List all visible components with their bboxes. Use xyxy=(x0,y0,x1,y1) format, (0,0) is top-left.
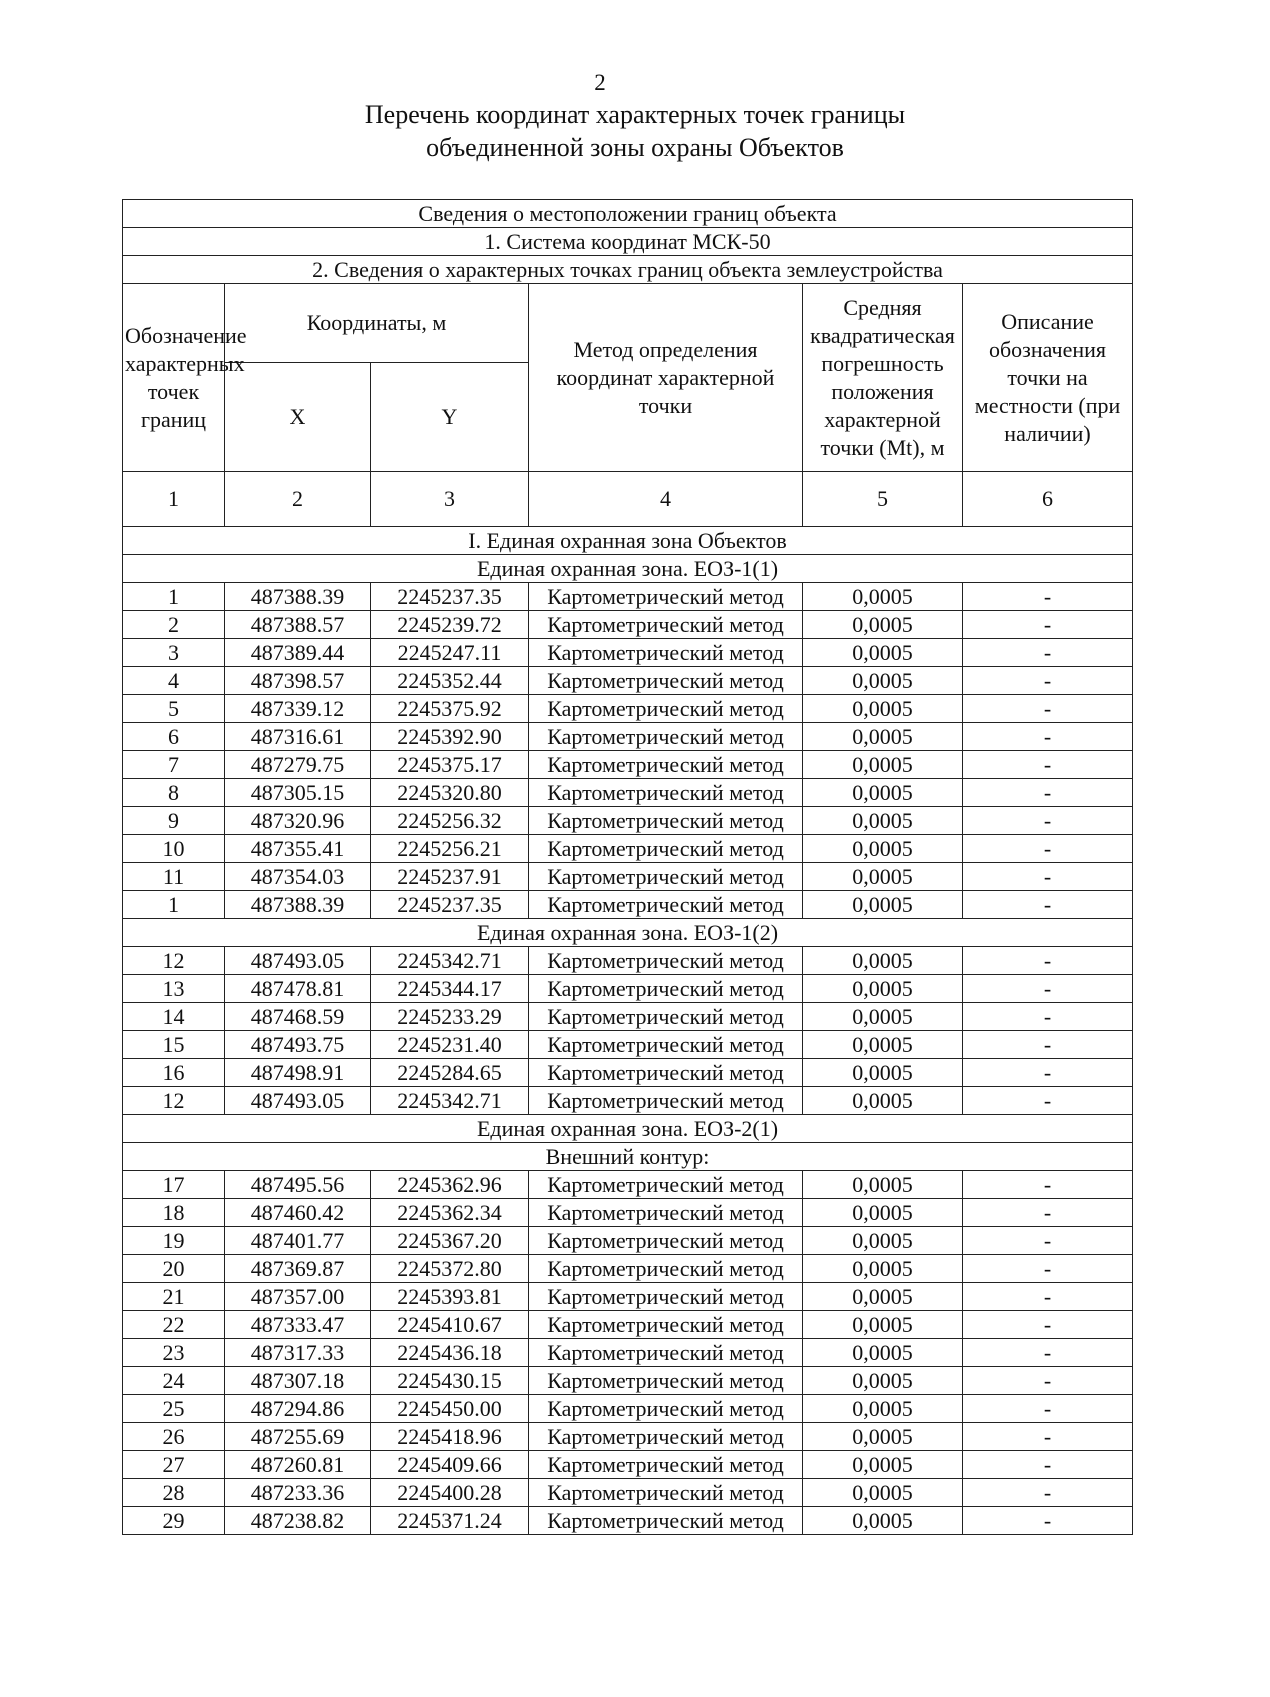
cell-point-number: 26 xyxy=(123,1423,225,1451)
cell-error: 0,0005 xyxy=(803,1087,963,1115)
cell-point-number: 21 xyxy=(123,1283,225,1311)
cell-y: 2245239.72 xyxy=(371,611,529,639)
cell-method: Картометрический метод xyxy=(529,583,803,611)
table-row xyxy=(123,779,1133,807)
cell-method: Картометрический метод xyxy=(529,1227,803,1255)
col-header-point: Обозначение характерных точек границ xyxy=(123,284,225,472)
cell-y: 2245233.29 xyxy=(371,1003,529,1031)
cell-x: 487401.77 xyxy=(225,1227,371,1255)
cell-y: 2245409.66 xyxy=(371,1451,529,1479)
cell-y: 2245375.92 xyxy=(371,695,529,723)
cell-x: 487316.61 xyxy=(225,723,371,751)
cell-point-number: 15 xyxy=(123,1031,225,1059)
cell-error: 0,0005 xyxy=(803,1059,963,1087)
table-row xyxy=(123,1255,1133,1283)
cell-description: - xyxy=(963,1003,1133,1031)
table-row xyxy=(123,611,1133,639)
cell-point-number: 1 xyxy=(123,583,225,611)
cell-point-number: 14 xyxy=(123,1003,225,1031)
cell-y: 2245237.35 xyxy=(371,891,529,919)
section-title: I. Единая охранная зона Объектов xyxy=(123,527,1133,555)
cell-description: - xyxy=(963,1451,1133,1479)
cell-y: 2245367.20 xyxy=(371,1227,529,1255)
cell-method: Картометрический метод xyxy=(529,807,803,835)
cell-error: 0,0005 xyxy=(803,1423,963,1451)
cell-description: - xyxy=(963,975,1133,1003)
cell-point-number: 12 xyxy=(123,947,225,975)
cell-y: 2245231.40 xyxy=(371,1031,529,1059)
cell-x: 487339.12 xyxy=(225,695,371,723)
cell-point-number: 6 xyxy=(123,723,225,751)
cell-error: 0,0005 xyxy=(803,779,963,807)
cell-method: Картометрический метод xyxy=(529,1283,803,1311)
table-row xyxy=(123,891,1133,919)
col-header-description: Описание обозначения точки на местности (при наличии) xyxy=(963,284,1133,472)
cell-y: 2245393.81 xyxy=(371,1283,529,1311)
cell-method: Картометрический метод xyxy=(529,723,803,751)
table-row xyxy=(123,751,1133,779)
cell-point-number: 19 xyxy=(123,1227,225,1255)
cell-point-number: 16 xyxy=(123,1059,225,1087)
cell-method: Картометрический метод xyxy=(529,695,803,723)
cell-description: - xyxy=(963,611,1133,639)
cell-x: 487493.75 xyxy=(225,1031,371,1059)
cell-description: - xyxy=(963,1311,1133,1339)
table-row xyxy=(123,1283,1133,1311)
cell-error: 0,0005 xyxy=(803,1395,963,1423)
cell-x: 487333.47 xyxy=(225,1311,371,1339)
table-row xyxy=(123,1395,1133,1423)
cell-method: Картометрический метод xyxy=(529,947,803,975)
table-row xyxy=(123,835,1133,863)
cell-x: 487493.05 xyxy=(225,947,371,975)
cell-point-number: 23 xyxy=(123,1339,225,1367)
cell-method: Картометрический метод xyxy=(529,779,803,807)
cell-x: 487388.39 xyxy=(225,583,371,611)
cell-y: 2245450.00 xyxy=(371,1395,529,1423)
cell-error: 0,0005 xyxy=(803,751,963,779)
table-row xyxy=(123,723,1133,751)
cell-y: 2245237.91 xyxy=(371,863,529,891)
cell-x: 487398.57 xyxy=(225,667,371,695)
cell-method: Картометрический метод xyxy=(529,1087,803,1115)
cell-error: 0,0005 xyxy=(803,1255,963,1283)
cell-description: - xyxy=(963,1227,1133,1255)
cell-x: 487307.18 xyxy=(225,1367,371,1395)
cell-x: 487389.44 xyxy=(225,639,371,667)
cell-method: Картометрический метод xyxy=(529,611,803,639)
cell-error: 0,0005 xyxy=(803,1339,963,1367)
table-row xyxy=(123,1031,1133,1059)
cell-y: 2245362.96 xyxy=(371,1171,529,1199)
cell-x: 487355.41 xyxy=(225,835,371,863)
col-number-3: 3 xyxy=(371,472,529,527)
cell-method: Картометрический метод xyxy=(529,1255,803,1283)
cell-description: - xyxy=(963,723,1133,751)
cell-description: - xyxy=(963,1423,1133,1451)
cell-method: Картометрический метод xyxy=(529,1031,803,1059)
cell-point-number: 18 xyxy=(123,1199,225,1227)
cell-y: 2245372.80 xyxy=(371,1255,529,1283)
cell-description: - xyxy=(963,1087,1133,1115)
zone-2-header xyxy=(123,919,1133,947)
cell-description: - xyxy=(963,1199,1133,1227)
header-points-info: 2. Сведения о характерных точках границ объекта землеустройства xyxy=(123,256,1133,284)
cell-method: Картометрический метод xyxy=(529,975,803,1003)
cell-description: - xyxy=(963,835,1133,863)
cell-error: 0,0005 xyxy=(803,1367,963,1395)
cell-x: 487294.86 xyxy=(225,1395,371,1423)
cell-description: - xyxy=(963,695,1133,723)
cell-method: Картометрический метод xyxy=(529,1199,803,1227)
cell-x: 487478.81 xyxy=(225,975,371,1003)
cell-x: 487238.82 xyxy=(225,1507,371,1535)
cell-x: 487369.87 xyxy=(225,1255,371,1283)
cell-x: 487260.81 xyxy=(225,1451,371,1479)
cell-point-number: 22 xyxy=(123,1311,225,1339)
table-row xyxy=(123,1479,1133,1507)
cell-x: 487279.75 xyxy=(225,751,371,779)
cell-method: Картометрический метод xyxy=(529,1339,803,1367)
coordinates-table xyxy=(122,199,1133,1535)
cell-method: Картометрический метод xyxy=(529,1311,803,1339)
cell-y: 2245256.32 xyxy=(371,807,529,835)
cell-x: 487320.96 xyxy=(225,807,371,835)
cell-error: 0,0005 xyxy=(803,1507,963,1535)
cell-x: 487255.69 xyxy=(225,1423,371,1451)
table-row xyxy=(123,639,1133,667)
cell-method: Картометрический метод xyxy=(529,1451,803,1479)
cell-y: 2245362.34 xyxy=(371,1199,529,1227)
cell-error: 0,0005 xyxy=(803,835,963,863)
cell-y: 2245352.44 xyxy=(371,667,529,695)
table-row xyxy=(123,1227,1133,1255)
table-row xyxy=(123,695,1133,723)
page-number: 2 xyxy=(594,70,606,95)
cell-description: - xyxy=(963,779,1133,807)
cell-description: - xyxy=(963,1507,1133,1535)
cell-method: Картометрический метод xyxy=(529,1395,803,1423)
zone-title: Единая охранная зона. ЕОЗ-1(1) xyxy=(123,555,1133,583)
cell-method: Картометрический метод xyxy=(529,1507,803,1535)
cell-y: 2245247.11 xyxy=(371,639,529,667)
table-row xyxy=(123,807,1133,835)
cell-point-number: 27 xyxy=(123,1451,225,1479)
cell-method: Картометрический метод xyxy=(529,751,803,779)
table-row xyxy=(123,1311,1133,1339)
cell-error: 0,0005 xyxy=(803,863,963,891)
title-line-2: объединенной зоны охраны Объектов xyxy=(426,133,844,162)
cell-error: 0,0005 xyxy=(803,1451,963,1479)
table-row xyxy=(123,947,1133,975)
cell-point-number: 9 xyxy=(123,807,225,835)
cell-point-number: 25 xyxy=(123,1395,225,1423)
cell-x: 487354.03 xyxy=(225,863,371,891)
table-row xyxy=(123,1507,1133,1535)
cell-point-number: 10 xyxy=(123,835,225,863)
cell-y: 2245284.65 xyxy=(371,1059,529,1087)
cell-method: Картометрический метод xyxy=(529,863,803,891)
header-location-info: Сведения о местоположении границ объекта xyxy=(123,200,1133,228)
cell-description: - xyxy=(963,1395,1133,1423)
cell-point-number: 29 xyxy=(123,1507,225,1535)
cell-error: 0,0005 xyxy=(803,1227,963,1255)
cell-description: - xyxy=(963,639,1133,667)
cell-description: - xyxy=(963,1479,1133,1507)
cell-description: - xyxy=(963,1339,1133,1367)
table-row xyxy=(123,1367,1133,1395)
col-header-coordinates: Координаты, м xyxy=(225,284,529,363)
col-number-1: 1 xyxy=(123,472,225,527)
cell-error: 0,0005 xyxy=(803,891,963,919)
cell-description: - xyxy=(963,891,1133,919)
cell-x: 487468.59 xyxy=(225,1003,371,1031)
table-row xyxy=(123,667,1133,695)
cell-description: - xyxy=(963,1171,1133,1199)
cell-y: 2245436.18 xyxy=(371,1339,529,1367)
cell-method: Картометрический метод xyxy=(529,891,803,919)
cell-error: 0,0005 xyxy=(803,1171,963,1199)
table-row xyxy=(123,1423,1133,1451)
document-title xyxy=(0,98,1270,164)
cell-error: 0,0005 xyxy=(803,611,963,639)
cell-y: 2245342.71 xyxy=(371,947,529,975)
col-header-method: Метод определения координат характерной точки xyxy=(529,284,803,472)
cell-error: 0,0005 xyxy=(803,1283,963,1311)
table-row xyxy=(123,975,1133,1003)
cell-point-number: 12 xyxy=(123,1087,225,1115)
cell-y: 2245418.96 xyxy=(371,1423,529,1451)
cell-method: Картометрический метод xyxy=(529,1423,803,1451)
cell-point-number: 8 xyxy=(123,779,225,807)
cell-y: 2245320.80 xyxy=(371,779,529,807)
zone-3-header xyxy=(123,1115,1133,1171)
cell-y: 2245256.21 xyxy=(371,835,529,863)
cell-point-number: 24 xyxy=(123,1367,225,1395)
cell-x: 487460.42 xyxy=(225,1199,371,1227)
cell-point-number: 28 xyxy=(123,1479,225,1507)
cell-point-number: 1 xyxy=(123,891,225,919)
cell-y: 2245430.15 xyxy=(371,1367,529,1395)
cell-point-number: 13 xyxy=(123,975,225,1003)
cell-error: 0,0005 xyxy=(803,695,963,723)
table-row xyxy=(123,583,1133,611)
zone-title: Единая охранная зона. ЕОЗ-1(2) xyxy=(123,919,1133,947)
cell-method: Картометрический метод xyxy=(529,1003,803,1031)
cell-method: Картометрический метод xyxy=(529,1367,803,1395)
cell-x: 487388.39 xyxy=(225,891,371,919)
zone-3-rows xyxy=(123,1171,1133,1535)
table-row xyxy=(123,1171,1133,1199)
cell-x: 487317.33 xyxy=(225,1339,371,1367)
cell-description: - xyxy=(963,1283,1133,1311)
cell-description: - xyxy=(963,1031,1133,1059)
cell-y: 2245344.17 xyxy=(371,975,529,1003)
cell-x: 487493.05 xyxy=(225,1087,371,1115)
cell-error: 0,0005 xyxy=(803,667,963,695)
cell-error: 0,0005 xyxy=(803,639,963,667)
col-header-x: X xyxy=(225,363,371,472)
cell-error: 0,0005 xyxy=(803,975,963,1003)
col-header-y: Y xyxy=(371,363,529,472)
cell-description: - xyxy=(963,1367,1133,1395)
table-row xyxy=(123,1087,1133,1115)
title-line-1: Перечень координат характерных точек границы xyxy=(364,100,906,129)
cell-point-number: 4 xyxy=(123,667,225,695)
cell-point-number: 7 xyxy=(123,751,225,779)
cell-point-number: 11 xyxy=(123,863,225,891)
table-row xyxy=(123,1003,1133,1031)
cell-x: 487233.36 xyxy=(225,1479,371,1507)
cell-point-number: 3 xyxy=(123,639,225,667)
cell-method: Картометрический метод xyxy=(529,1059,803,1087)
cell-method: Картометрический метод xyxy=(529,1479,803,1507)
cell-point-number: 5 xyxy=(123,695,225,723)
cell-y: 2245392.90 xyxy=(371,723,529,751)
cell-description: - xyxy=(963,863,1133,891)
cell-y: 2245375.17 xyxy=(371,751,529,779)
col-number-4: 4 xyxy=(529,472,803,527)
cell-error: 0,0005 xyxy=(803,1031,963,1059)
cell-description: - xyxy=(963,667,1133,695)
cell-point-number: 2 xyxy=(123,611,225,639)
zone-subtitle: Внешний контур: xyxy=(123,1143,1133,1171)
cell-y: 2245237.35 xyxy=(371,583,529,611)
cell-description: - xyxy=(963,807,1133,835)
table-row xyxy=(123,1059,1133,1087)
table-row xyxy=(123,1339,1133,1367)
cell-method: Картометрический метод xyxy=(529,1171,803,1199)
table-row xyxy=(123,1199,1133,1227)
cell-y: 2245400.28 xyxy=(371,1479,529,1507)
cell-error: 0,0005 xyxy=(803,583,963,611)
cell-description: - xyxy=(963,751,1133,779)
cell-method: Картометрический метод xyxy=(529,639,803,667)
cell-x: 487357.00 xyxy=(225,1283,371,1311)
cell-error: 0,0005 xyxy=(803,723,963,751)
cell-method: Картометрический метод xyxy=(529,667,803,695)
cell-y: 2245342.71 xyxy=(371,1087,529,1115)
cell-description: - xyxy=(963,1255,1133,1283)
zone-2-rows xyxy=(123,947,1133,1115)
cell-error: 0,0005 xyxy=(803,1003,963,1031)
col-number-5: 5 xyxy=(803,472,963,527)
cell-y: 2245371.24 xyxy=(371,1507,529,1535)
zone-1-rows xyxy=(123,583,1133,919)
cell-description: - xyxy=(963,1059,1133,1087)
cell-x: 487495.56 xyxy=(225,1171,371,1199)
header-coordinate-system: 1. Система координат МСК-50 xyxy=(123,228,1133,256)
cell-description: - xyxy=(963,947,1133,975)
cell-x: 487498.91 xyxy=(225,1059,371,1087)
col-header-error: Средняя квадратическая погрешность положения характерной точки (Mt), м xyxy=(803,284,963,472)
table-header xyxy=(123,200,1133,583)
col-number-6: 6 xyxy=(963,472,1133,527)
cell-point-number: 20 xyxy=(123,1255,225,1283)
cell-method: Картометрический метод xyxy=(529,835,803,863)
cell-point-number: 17 xyxy=(123,1171,225,1199)
cell-description: - xyxy=(963,583,1133,611)
table-row xyxy=(123,863,1133,891)
cell-error: 0,0005 xyxy=(803,1311,963,1339)
col-number-2: 2 xyxy=(225,472,371,527)
cell-error: 0,0005 xyxy=(803,1479,963,1507)
cell-error: 0,0005 xyxy=(803,947,963,975)
table-row xyxy=(123,1451,1133,1479)
cell-x: 487305.15 xyxy=(225,779,371,807)
cell-x: 487388.57 xyxy=(225,611,371,639)
cell-error: 0,0005 xyxy=(803,807,963,835)
cell-error: 0,0005 xyxy=(803,1199,963,1227)
zone-title: Единая охранная зона. ЕОЗ-2(1) xyxy=(123,1115,1133,1143)
cell-y: 2245410.67 xyxy=(371,1311,529,1339)
